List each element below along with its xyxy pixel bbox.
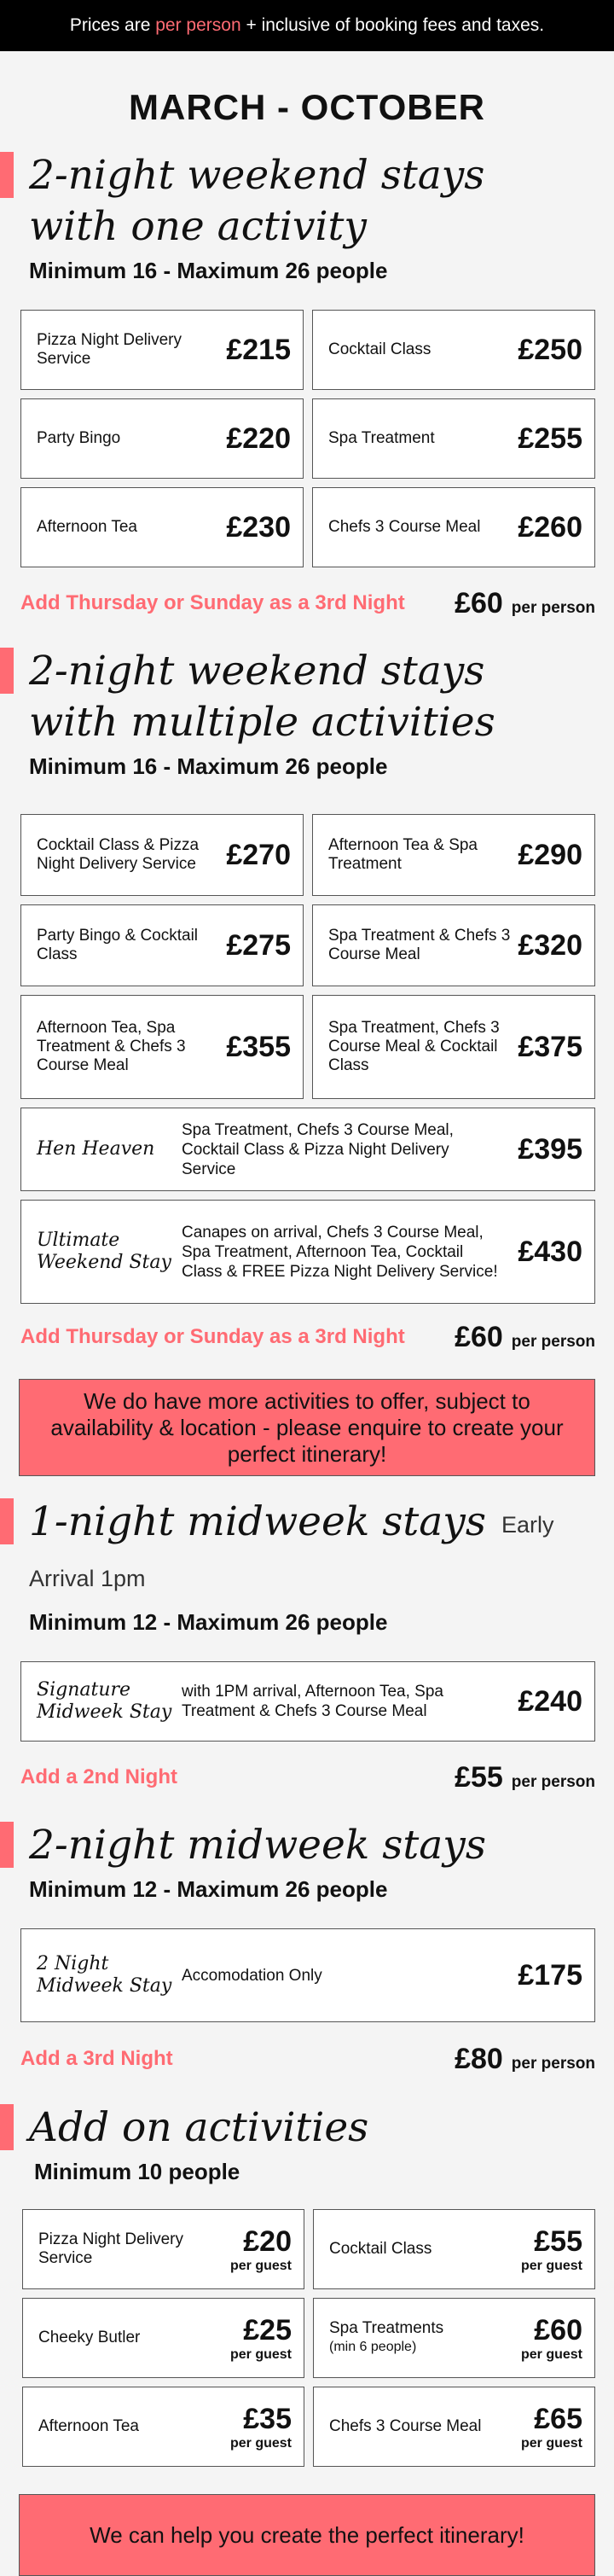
price-card — [312, 310, 595, 390]
package-description: Canapes on arrival, Chefs 3 Course Meal, Spa Treatment, Afternoon Tea, Cocktail Class & FREE Pizza Night Delivery Service! — [182, 1223, 498, 1281]
package-price: £175 — [518, 1958, 582, 1992]
section-heading: 2-night midweek stays — [29, 1820, 595, 1871]
addon-price: £25 — [243, 2313, 292, 2346]
itinerary-banner: We can help you create the perfect itinerary! — [19, 2494, 595, 2576]
section-weekend-multi-activity — [0, 646, 614, 1355]
addon-name: Cheeky Butler — [38, 2329, 141, 2346]
addon-per: per guest — [229, 2435, 292, 2451]
season-title: MARCH - OCTOBER — [129, 87, 485, 127]
activity-name: Spa Treatment — [328, 429, 435, 447]
extra-night-price: £55 — [455, 1760, 503, 1794]
price-card — [20, 310, 304, 390]
addon-per: per guest — [229, 2258, 292, 2273]
extra-night-per: per person — [511, 1772, 595, 1791]
activity-name: Afternoon Tea, Spa Treatment & Chefs 3 Course Meal — [37, 1019, 186, 1074]
activity-price: £215 — [226, 333, 291, 366]
group-size: Minimum 16 - Maximum 26 people — [29, 258, 388, 283]
addon-price: £55 — [534, 2224, 582, 2258]
early-arrival-note: Early Arrival 1pm — [29, 1512, 554, 1591]
section-heading: 2-night weekend stays with one activity — [29, 150, 575, 253]
price-card — [312, 398, 595, 479]
price-card — [312, 814, 595, 896]
activity-name: Chefs 3 Course Meal — [328, 518, 481, 536]
addon-card — [22, 2209, 304, 2289]
package-price: £395 — [518, 1132, 582, 1166]
extra-night-row — [20, 1760, 595, 1794]
activity-price: £255 — [518, 422, 582, 455]
extra-night-label: Add a 3rd Night — [20, 2047, 173, 2070]
extra-night-price: £80 — [455, 2042, 503, 2075]
addon-name: Chefs 3 Course Meal — [329, 2417, 482, 2435]
activity-price: £230 — [226, 510, 291, 544]
extra-night-row — [20, 586, 595, 620]
package-description: with 1PM arrival, Afternoon Tea, Spa Treatment & Chefs 3 Course Meal — [182, 1683, 443, 1720]
section-midweek-two-night — [0, 1820, 614, 2077]
activity-name: Afternoon Tea — [37, 518, 137, 536]
package-name: Ultimate Weekend Stay — [37, 1230, 171, 1273]
group-size: Minimum 12 - Maximum 26 people — [29, 1609, 388, 1635]
addon-grid — [22, 2209, 595, 2467]
activity-name: Pizza Night Delivery Service — [37, 331, 182, 368]
activity-price: £275 — [226, 928, 291, 962]
price-info-accent: per person — [155, 15, 241, 35]
package-name: Signature Midweek Stay — [37, 1679, 172, 1723]
addon-name: Afternoon Tea — [38, 2417, 139, 2435]
addon-price: £60 — [534, 2313, 582, 2346]
activity-price: £355 — [226, 1030, 291, 1063]
activity-price: £260 — [518, 510, 582, 544]
package-card-2-night-midweek — [20, 1928, 595, 2022]
price-card — [20, 398, 304, 479]
group-size: Minimum 10 people — [34, 2159, 240, 2184]
price-info-bar — [0, 0, 614, 51]
section-add-on-activities — [0, 2102, 614, 2467]
price-card — [20, 814, 304, 896]
price-card — [20, 995, 304, 1099]
extra-night-row — [20, 1319, 595, 1355]
price-info-post: + inclusive of booking fees and taxes. — [246, 15, 545, 35]
price-info-pre: Prices are — [69, 15, 151, 35]
addon-card — [313, 2387, 595, 2467]
price-grid — [20, 814, 595, 1304]
activity-price: £320 — [518, 928, 582, 962]
group-size: Minimum 16 - Maximum 26 people — [29, 753, 388, 779]
activity-name: Afternoon Tea & Spa Treatment — [328, 836, 478, 873]
activity-name: Party Bingo — [37, 429, 121, 447]
package-card-ultimate-weekend — [20, 1200, 595, 1304]
activity-price: £290 — [518, 838, 582, 871]
price-card — [312, 487, 595, 567]
addon-name: Cocktail Class — [329, 2240, 432, 2258]
section-weekend-one-activity — [0, 150, 614, 620]
addon-per: per guest — [520, 2258, 582, 2273]
group-size: Minimum 12 - Maximum 26 people — [29, 1876, 388, 1902]
addon-name: Spa Treatments (min 6 people) — [329, 2319, 443, 2357]
extra-night-row — [20, 2041, 595, 2077]
addon-per: per guest — [520, 2435, 582, 2451]
addon-per: per guest — [520, 2346, 582, 2362]
addon-price: £20 — [243, 2224, 292, 2258]
activity-name: Spa Treatment, Chefs 3 Course Meal & Cocktail Class — [328, 1019, 500, 1074]
addon-card — [313, 2209, 595, 2289]
section-heading-text: 1-night midweek stays — [29, 1498, 486, 1545]
package-card-signature-midweek — [20, 1661, 595, 1742]
addon-per: per guest — [229, 2346, 292, 2362]
package-name: 2 Night Midweek Stay — [37, 1953, 172, 1997]
extra-night-price: £60 — [455, 586, 503, 619]
activity-price: £250 — [518, 333, 582, 366]
addon-card — [313, 2298, 595, 2378]
package-price: £430 — [518, 1235, 582, 1268]
package-price: £240 — [518, 1684, 582, 1718]
enquire-banner: We do have more activities to offer, subject to availability & location - please enquire to create your perfect itinerary! — [19, 1379, 595, 1476]
package-description: Spa Treatment, Chefs 3 Course Meal, Cocktail Class & Pizza Night Delivery Service — [182, 1120, 454, 1178]
section-heading: Add on activities — [29, 2102, 595, 2154]
package-card-hen-heaven — [20, 1108, 595, 1191]
extra-night-per: per person — [511, 1332, 595, 1351]
extra-night-per: per person — [511, 2054, 595, 2073]
price-card — [312, 904, 595, 986]
addon-card — [22, 2387, 304, 2467]
addon-card — [22, 2298, 304, 2378]
activity-name: Cocktail Class & Pizza Night Delivery Service — [37, 836, 200, 873]
section-heading — [29, 1497, 595, 1604]
package-name: Hen Heaven — [37, 1138, 155, 1160]
extra-night-label: Add a 2nd Night — [20, 1765, 177, 1788]
addon-price: £65 — [534, 2402, 582, 2435]
activity-price: £220 — [226, 422, 291, 455]
activity-name: Cocktail Class — [328, 340, 432, 358]
extra-night-per: per person — [511, 598, 595, 617]
section-midweek-one-night — [0, 1497, 614, 1794]
activity-price: £375 — [518, 1030, 582, 1063]
extra-night-label: Add Thursday or Sunday as a 3rd Night — [20, 1325, 405, 1348]
addon-price: £35 — [243, 2402, 292, 2435]
price-card — [312, 995, 595, 1099]
price-grid — [20, 1928, 595, 2022]
activity-name: Party Bingo & Cocktail Class — [37, 927, 199, 963]
section-heading: 2-night weekend stays with multiple activities — [29, 646, 558, 748]
activity-name: Spa Treatment & Chefs 3 Course Meal — [328, 927, 511, 963]
extra-night-price: £60 — [455, 1320, 503, 1353]
price-grid — [20, 1661, 595, 1742]
addon-name: Pizza Night Delivery Service — [38, 2230, 183, 2267]
price-card — [20, 904, 304, 986]
addon-note: (min 6 people) — [329, 2340, 417, 2354]
activity-price: £270 — [226, 838, 291, 871]
price-grid — [20, 310, 595, 567]
package-description: Accomodation Only — [182, 1966, 322, 1985]
extra-night-label: Add Thursday or Sunday as a 3rd Night — [20, 591, 405, 614]
price-card — [20, 487, 304, 567]
